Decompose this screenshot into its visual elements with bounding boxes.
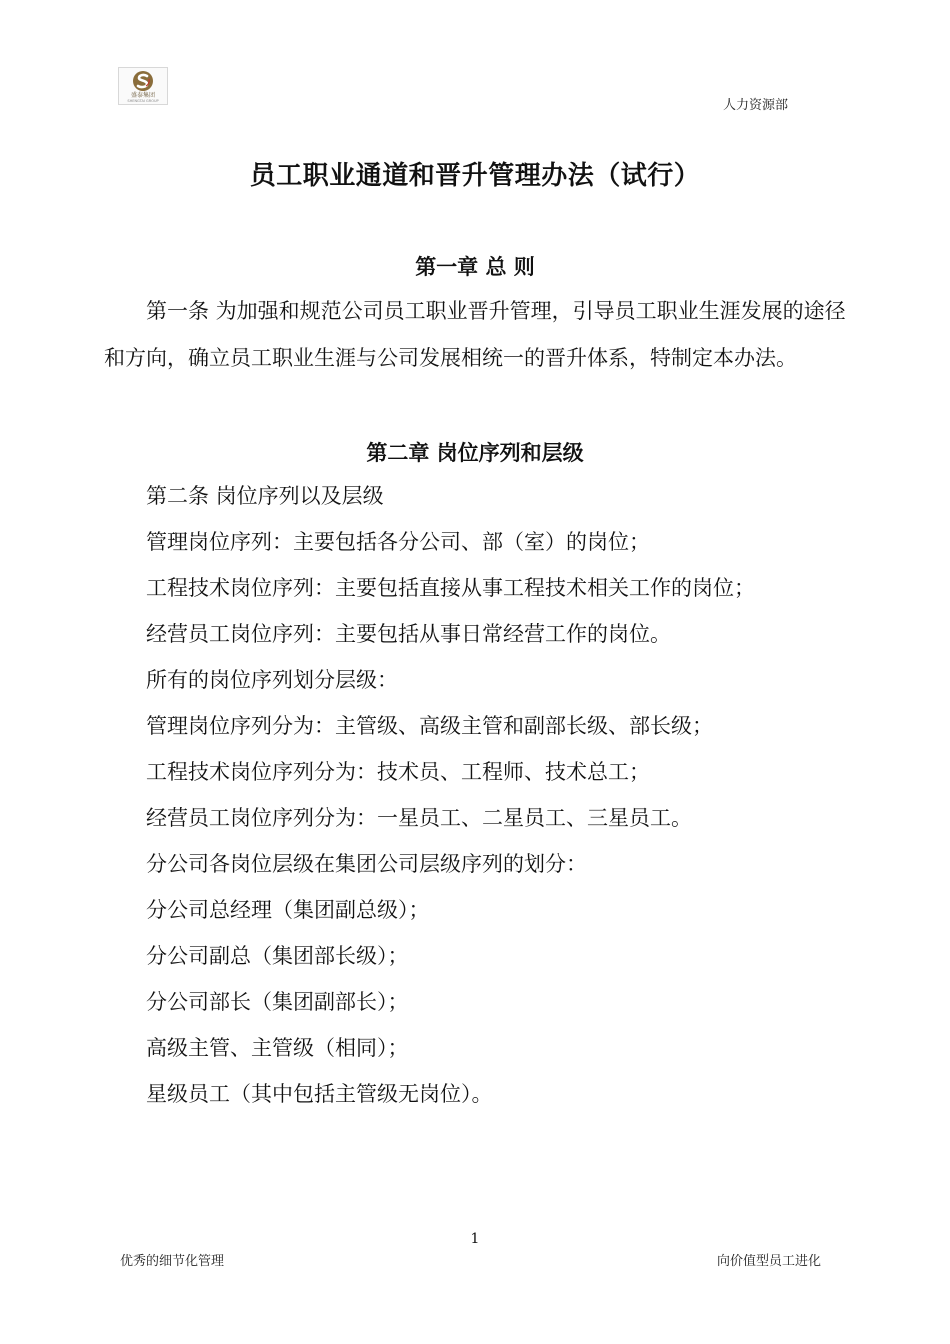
logo-subtext: SHENGTAI GROUP [127, 99, 159, 103]
company-logo [118, 67, 168, 105]
body-line: 分公司各岗位层级在集团公司层级序列的划分： [146, 852, 587, 876]
chapter-1-heading: 第一章 总 则 [415, 255, 535, 279]
body-line: 工程技术岗位序列：主要包括直接从事工程技术相关工作的岗位； [146, 576, 755, 600]
body-line: 分公司部长（集团副部长）； [146, 990, 409, 1014]
body-line: 管理岗位序列分为：主管级、高级主管和副部长级、部长级； [146, 714, 713, 738]
body-line: 工程技术岗位序列分为：技术员、工程师、技术总工； [146, 760, 650, 784]
body-line: 经营员工岗位序列分为：一星员工、二星员工、三星员工。 [146, 806, 692, 830]
article-1-paragraph: 第一条 为加强和规范公司员工职业晋升管理，引导员工职业生涯发展的途径和方向，确立员工职业生涯与公司发展相统一的晋升体系，特制定本办法。 [104, 299, 846, 370]
body-line: 管理岗位序列：主要包括各分公司、部（室）的岗位； [146, 530, 650, 554]
article-2-heading: 第二条 岗位序列以及层级 [146, 484, 384, 508]
logo-text: 盛泰集团 [130, 92, 155, 99]
footer-slogan-left: 优秀的细节化管理 [120, 1254, 225, 1269]
footer-slogan-right: 向价值型员工进化 [716, 1254, 821, 1269]
body-line: 分公司副总（集团部长级）； [146, 944, 409, 968]
logo-s-icon [131, 70, 155, 92]
body-line: 分公司总经理（集团副总级）； [146, 898, 430, 922]
chapter-2-heading: 第二章 岗位序列和层级 [366, 441, 584, 465]
body-line: 所有的岗位序列划分层级： [146, 668, 398, 692]
body-line: 高级主管、主管级（相同）； [146, 1036, 409, 1060]
header-department: 人力资源部 [722, 98, 788, 113]
document-title: 员工职业通道和晋升管理办法（试行） [249, 161, 701, 191]
body-line: 星级员工（其中包括主管级无岗位）。 [146, 1082, 493, 1106]
body-line: 经营员工岗位序列：主要包括从事日常经营工作的岗位。 [146, 622, 671, 646]
page-number: 1 [470, 1231, 480, 1247]
